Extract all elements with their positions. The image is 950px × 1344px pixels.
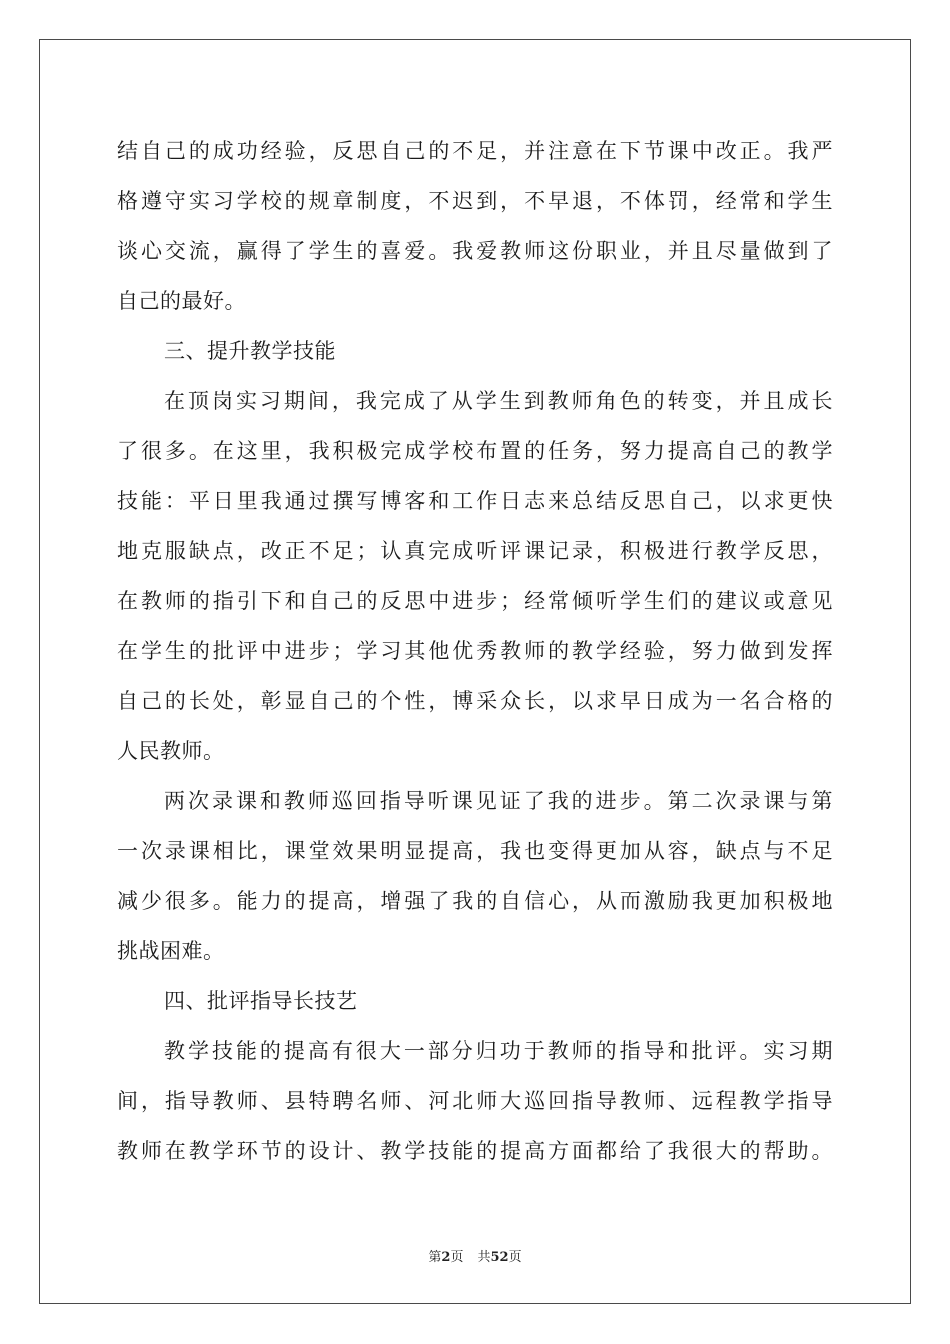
text-line: 教学技能的提高有很大一部分归功于教师的指导和批评。实习期 bbox=[164, 1039, 833, 1063]
text-line: 格遵守实习学校的规章制度，不迟到，不早退，不体罚，经常和学生 bbox=[117, 189, 833, 213]
section-heading-4: 四、批评指导长技艺 bbox=[164, 989, 358, 1013]
text-line: 人民教师。 bbox=[117, 739, 225, 763]
document-body bbox=[117, 126, 833, 1176]
text-line: 两次录课和教师巡回指导听课见证了我的进步。第二次录课与第 bbox=[164, 789, 833, 813]
text-line: 减少很多。能力的提高，增强了我的自信心，从而激励我更加积极地 bbox=[117, 889, 833, 913]
page-footer bbox=[0, 1246, 950, 1265]
text-line: 间，指导教师、县特聘名师、河北师大巡回指导教师、远程教学指导 bbox=[117, 1089, 833, 1113]
text-line: 在顶岗实习期间，我完成了从学生到教师角色的转变，并且成长 bbox=[164, 389, 833, 413]
text-line: 自己的最好。 bbox=[117, 289, 246, 313]
page-number: 2 bbox=[441, 1250, 451, 1265]
page-suffix: 页 bbox=[450, 1250, 464, 1265]
text-line: 自己的长处，彰显自己的个性，博采众长，以求早日成为一名合格的 bbox=[117, 689, 833, 713]
total-suffix: 页 bbox=[508, 1250, 522, 1265]
text-line: 技能：平日里我通过撰写博客和工作日志来总结反思自己，以求更快 bbox=[117, 489, 833, 513]
text-line: 了很多。在这里，我积极完成学校布置的任务，努力提高自己的教学 bbox=[117, 439, 833, 463]
text-line: 在学生的批评中进步；学习其他优秀教师的教学经验，努力做到发挥 bbox=[117, 639, 833, 663]
text-line: 结自己的成功经验，反思自己的不足，并注意在下节课中改正。我严 bbox=[117, 139, 833, 163]
text-line: 教师在教学环节的设计、教学技能的提高方面都给了我很大的帮助。 bbox=[117, 1139, 833, 1163]
section-heading-3: 三、提升教学技能 bbox=[164, 339, 336, 363]
text-line: 挑战困难。 bbox=[117, 939, 225, 963]
text-line: 一次录课相比，课堂效果明显提高，我也变得更加从容，缺点与不足 bbox=[117, 839, 833, 863]
text-line: 在教师的指引下和自己的反思中进步；经常倾听学生们的建议或意见 bbox=[117, 589, 833, 613]
total-pages: 52 bbox=[490, 1250, 509, 1265]
text-line: 地克服缺点，改正不足；认真完成听评课记录，积极进行教学反思， bbox=[117, 539, 833, 563]
text-line: 谈心交流，赢得了学生的喜爱。我爱教师这份职业，并且尽量做到了 bbox=[117, 239, 833, 263]
total-prefix: 共 bbox=[477, 1250, 491, 1265]
page-prefix: 第 bbox=[428, 1250, 442, 1265]
